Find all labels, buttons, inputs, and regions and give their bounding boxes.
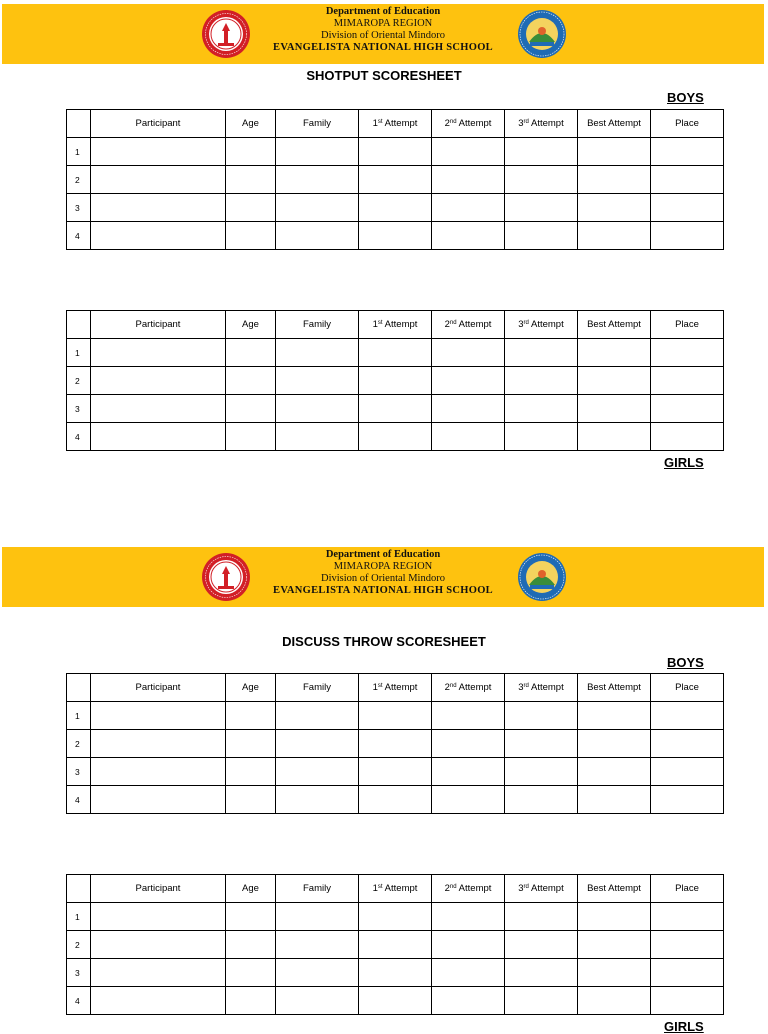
age-cell[interactable] bbox=[226, 367, 276, 395]
best-attempt-cell[interactable] bbox=[578, 339, 651, 367]
header-row bbox=[67, 110, 724, 138]
shotput-girls-table bbox=[66, 310, 724, 451]
age-cell[interactable] bbox=[226, 339, 276, 367]
age-cell[interactable] bbox=[226, 903, 276, 931]
column-header-1st-attempt: 1st Attempt bbox=[359, 875, 432, 903]
column-header-participant: Participant bbox=[91, 674, 226, 702]
header-row bbox=[67, 875, 724, 903]
header-line-school: EVANGELISTA NATIONAL HIGH SCHOOL bbox=[273, 585, 493, 596]
column-header-best-attempt: Best Attempt bbox=[578, 110, 651, 138]
column-header-number bbox=[67, 311, 91, 339]
participant-cell[interactable] bbox=[91, 395, 226, 423]
header-banner bbox=[2, 4, 764, 64]
participant-cell[interactable] bbox=[91, 786, 226, 814]
column-header-3rd-attempt: 3rd Attempt bbox=[505, 311, 578, 339]
family-cell[interactable] bbox=[276, 758, 359, 786]
best-attempt-cell[interactable] bbox=[578, 987, 651, 1015]
header-line-division: Division of Oriental Mindoro bbox=[321, 573, 445, 584]
attempt-2-cell[interactable] bbox=[432, 987, 505, 1015]
row-number: 3 bbox=[67, 194, 91, 222]
column-header-family: Family bbox=[276, 110, 359, 138]
best-attempt-cell[interactable] bbox=[578, 730, 651, 758]
attempt-3-cell[interactable] bbox=[505, 367, 578, 395]
column-header-age: Age bbox=[226, 674, 276, 702]
family-cell[interactable] bbox=[276, 931, 359, 959]
table-row bbox=[67, 758, 724, 786]
attempt-1-cell[interactable] bbox=[359, 730, 432, 758]
table-row bbox=[67, 702, 724, 730]
row-number: 4 bbox=[67, 222, 91, 250]
family-cell[interactable] bbox=[276, 395, 359, 423]
table-row bbox=[67, 786, 724, 814]
place-cell[interactable] bbox=[651, 903, 724, 931]
table-row bbox=[67, 903, 724, 931]
family-cell[interactable] bbox=[276, 987, 359, 1015]
participant-cell[interactable] bbox=[91, 959, 226, 987]
place-cell[interactable] bbox=[651, 222, 724, 250]
attempt-1-cell[interactable] bbox=[359, 987, 432, 1015]
row-number: 2 bbox=[67, 367, 91, 395]
attempt-1-cell[interactable] bbox=[359, 367, 432, 395]
attempt-2-cell[interactable] bbox=[432, 903, 505, 931]
family-cell[interactable] bbox=[276, 786, 359, 814]
header-row bbox=[67, 674, 724, 702]
attempt-1-cell[interactable] bbox=[359, 395, 432, 423]
header-line-department: Department of Education bbox=[325, 6, 441, 17]
participant-cell[interactable] bbox=[91, 339, 226, 367]
table-row bbox=[67, 423, 724, 451]
column-header-2nd-attempt: 2nd Attempt bbox=[432, 110, 505, 138]
shotput-girls-label: GIRLS bbox=[664, 455, 704, 470]
family-cell[interactable] bbox=[276, 222, 359, 250]
age-cell[interactable] bbox=[226, 702, 276, 730]
family-cell[interactable] bbox=[276, 730, 359, 758]
attempt-2-cell[interactable] bbox=[432, 367, 505, 395]
row-number: 1 bbox=[67, 138, 91, 166]
family-cell[interactable] bbox=[276, 959, 359, 987]
header-line-school: EVANGELISTA NATIONAL HIGH SCHOOL bbox=[273, 42, 493, 53]
participant-cell[interactable] bbox=[91, 758, 226, 786]
best-attempt-cell[interactable] bbox=[578, 931, 651, 959]
attempt-1-cell[interactable] bbox=[359, 786, 432, 814]
age-cell[interactable] bbox=[226, 166, 276, 194]
participant-cell[interactable] bbox=[91, 194, 226, 222]
best-attempt-cell[interactable] bbox=[578, 959, 651, 987]
place-cell[interactable] bbox=[651, 959, 724, 987]
table-row bbox=[67, 166, 724, 194]
shotput-boys-label: BOYS bbox=[667, 90, 704, 105]
table-row bbox=[67, 138, 724, 166]
table-row bbox=[67, 959, 724, 987]
best-attempt-cell[interactable] bbox=[578, 903, 651, 931]
column-header-1st-attempt: 1st Attempt bbox=[359, 674, 432, 702]
header-line-division: Division of Oriental Mindoro bbox=[321, 30, 445, 41]
attempt-3-cell[interactable] bbox=[505, 786, 578, 814]
family-cell[interactable] bbox=[276, 423, 359, 451]
attempt-2-cell[interactable] bbox=[432, 194, 505, 222]
table-row bbox=[67, 339, 724, 367]
attempt-2-cell[interactable] bbox=[432, 730, 505, 758]
participant-cell[interactable] bbox=[91, 702, 226, 730]
age-cell[interactable] bbox=[226, 138, 276, 166]
attempt-1-cell[interactable] bbox=[359, 423, 432, 451]
attempt-2-cell[interactable] bbox=[432, 339, 505, 367]
row-number: 4 bbox=[67, 786, 91, 814]
age-cell[interactable] bbox=[226, 786, 276, 814]
attempt-1-cell[interactable] bbox=[359, 903, 432, 931]
column-header-1st-attempt: 1st Attempt bbox=[359, 110, 432, 138]
row-number: 1 bbox=[67, 339, 91, 367]
place-cell[interactable] bbox=[651, 786, 724, 814]
column-header-place: Place bbox=[651, 110, 724, 138]
table-row bbox=[67, 730, 724, 758]
table-row bbox=[67, 367, 724, 395]
age-cell[interactable] bbox=[226, 730, 276, 758]
attempt-3-cell[interactable] bbox=[505, 395, 578, 423]
division-seal-icon bbox=[517, 552, 567, 602]
place-cell[interactable] bbox=[651, 138, 724, 166]
attempt-1-cell[interactable] bbox=[359, 138, 432, 166]
place-cell[interactable] bbox=[651, 423, 724, 451]
column-header-participant: Participant bbox=[91, 110, 226, 138]
attempt-3-cell[interactable] bbox=[505, 987, 578, 1015]
family-cell[interactable] bbox=[276, 903, 359, 931]
participant-cell[interactable] bbox=[91, 423, 226, 451]
row-number: 2 bbox=[67, 931, 91, 959]
row-number: 2 bbox=[67, 730, 91, 758]
participant-cell[interactable] bbox=[91, 138, 226, 166]
shotput-title: SHOTPUT SCORESHEET bbox=[306, 68, 462, 83]
column-header-place: Place bbox=[651, 674, 724, 702]
family-cell[interactable] bbox=[276, 138, 359, 166]
row-number: 4 bbox=[67, 423, 91, 451]
attempt-2-cell[interactable] bbox=[432, 786, 505, 814]
place-cell[interactable] bbox=[651, 931, 724, 959]
attempt-3-cell[interactable] bbox=[505, 138, 578, 166]
age-cell[interactable] bbox=[226, 423, 276, 451]
age-cell[interactable] bbox=[226, 758, 276, 786]
age-cell[interactable] bbox=[226, 395, 276, 423]
attempt-1-cell[interactable] bbox=[359, 166, 432, 194]
column-header-1st-attempt: 1st Attempt bbox=[359, 311, 432, 339]
discuss-girls-table bbox=[66, 874, 724, 1015]
table-row bbox=[67, 395, 724, 423]
attempt-1-cell[interactable] bbox=[359, 931, 432, 959]
participant-cell[interactable] bbox=[91, 367, 226, 395]
place-cell[interactable] bbox=[651, 367, 724, 395]
attempt-2-cell[interactable] bbox=[432, 959, 505, 987]
attempt-3-cell[interactable] bbox=[505, 959, 578, 987]
column-header-best-attempt: Best Attempt bbox=[578, 875, 651, 903]
column-header-participant: Participant bbox=[91, 875, 226, 903]
column-header-place: Place bbox=[651, 311, 724, 339]
best-attempt-cell[interactable] bbox=[578, 367, 651, 395]
column-header-number bbox=[67, 674, 91, 702]
family-cell[interactable] bbox=[276, 194, 359, 222]
attempt-3-cell[interactable] bbox=[505, 758, 578, 786]
age-cell[interactable] bbox=[226, 959, 276, 987]
discuss-boys-label: BOYS bbox=[667, 655, 704, 670]
place-cell[interactable] bbox=[651, 730, 724, 758]
table-row bbox=[67, 194, 724, 222]
column-header-age: Age bbox=[226, 875, 276, 903]
attempt-2-cell[interactable] bbox=[432, 166, 505, 194]
row-number: 3 bbox=[67, 959, 91, 987]
family-cell[interactable] bbox=[276, 339, 359, 367]
place-cell[interactable] bbox=[651, 339, 724, 367]
place-cell[interactable] bbox=[651, 758, 724, 786]
attempt-1-cell[interactable] bbox=[359, 758, 432, 786]
column-header-3rd-attempt: 3rd Attempt bbox=[505, 875, 578, 903]
best-attempt-cell[interactable] bbox=[578, 702, 651, 730]
column-header-participant: Participant bbox=[91, 311, 226, 339]
place-cell[interactable] bbox=[651, 702, 724, 730]
place-cell[interactable] bbox=[651, 987, 724, 1015]
attempt-3-cell[interactable] bbox=[505, 423, 578, 451]
discuss-throw-title: DISCUSS THROW SCORESHEET bbox=[282, 634, 486, 649]
best-attempt-cell[interactable] bbox=[578, 194, 651, 222]
attempt-1-cell[interactable] bbox=[359, 339, 432, 367]
attempt-3-cell[interactable] bbox=[505, 903, 578, 931]
row-number: 3 bbox=[67, 758, 91, 786]
age-cell[interactable] bbox=[226, 987, 276, 1015]
column-header-number bbox=[67, 875, 91, 903]
best-attempt-cell[interactable] bbox=[578, 395, 651, 423]
participant-cell[interactable] bbox=[91, 222, 226, 250]
attempt-1-cell[interactable] bbox=[359, 702, 432, 730]
attempt-3-cell[interactable] bbox=[505, 194, 578, 222]
division-seal-icon bbox=[517, 9, 567, 59]
attempt-3-cell[interactable] bbox=[505, 931, 578, 959]
table-row bbox=[67, 987, 724, 1015]
column-header-number bbox=[67, 110, 91, 138]
column-header-best-attempt: Best Attempt bbox=[578, 311, 651, 339]
best-attempt-cell[interactable] bbox=[578, 222, 651, 250]
attempt-3-cell[interactable] bbox=[505, 166, 578, 194]
table-row bbox=[67, 222, 724, 250]
header-line-region: MIMAROPA REGION bbox=[333, 18, 433, 29]
best-attempt-cell[interactable] bbox=[578, 786, 651, 814]
row-number: 2 bbox=[67, 166, 91, 194]
best-attempt-cell[interactable] bbox=[578, 166, 651, 194]
column-header-2nd-attempt: 2nd Attempt bbox=[432, 311, 505, 339]
column-header-2nd-attempt: 2nd Attempt bbox=[432, 875, 505, 903]
column-header-family: Family bbox=[276, 311, 359, 339]
header-banner bbox=[2, 547, 764, 607]
age-cell[interactable] bbox=[226, 222, 276, 250]
age-cell[interactable] bbox=[226, 194, 276, 222]
header-line-region: MIMAROPA REGION bbox=[333, 561, 433, 572]
best-attempt-cell[interactable] bbox=[578, 423, 651, 451]
attempt-2-cell[interactable] bbox=[432, 395, 505, 423]
best-attempt-cell[interactable] bbox=[578, 758, 651, 786]
column-header-age: Age bbox=[226, 110, 276, 138]
column-header-age: Age bbox=[226, 311, 276, 339]
attempt-2-cell[interactable] bbox=[432, 138, 505, 166]
attempt-3-cell[interactable] bbox=[505, 730, 578, 758]
attempt-3-cell[interactable] bbox=[505, 702, 578, 730]
row-number: 1 bbox=[67, 702, 91, 730]
attempt-1-cell[interactable] bbox=[359, 222, 432, 250]
column-header-family: Family bbox=[276, 875, 359, 903]
row-number: 4 bbox=[67, 987, 91, 1015]
column-header-2nd-attempt: 2nd Attempt bbox=[432, 674, 505, 702]
attempt-1-cell[interactable] bbox=[359, 959, 432, 987]
header-line-department: Department of Education bbox=[325, 549, 441, 560]
row-number: 3 bbox=[67, 395, 91, 423]
column-header-3rd-attempt: 3rd Attempt bbox=[505, 674, 578, 702]
place-cell[interactable] bbox=[651, 395, 724, 423]
table-row bbox=[67, 931, 724, 959]
attempt-2-cell[interactable] bbox=[432, 423, 505, 451]
family-cell[interactable] bbox=[276, 367, 359, 395]
place-cell[interactable] bbox=[651, 194, 724, 222]
family-cell[interactable] bbox=[276, 702, 359, 730]
discuss-boys-table bbox=[66, 673, 724, 814]
age-cell[interactable] bbox=[226, 931, 276, 959]
attempt-3-cell[interactable] bbox=[505, 222, 578, 250]
place-cell[interactable] bbox=[651, 166, 724, 194]
column-header-family: Family bbox=[276, 674, 359, 702]
attempt-2-cell[interactable] bbox=[432, 758, 505, 786]
participant-cell[interactable] bbox=[91, 166, 226, 194]
family-cell[interactable] bbox=[276, 166, 359, 194]
discuss-girls-label: GIRLS bbox=[664, 1019, 704, 1034]
header-row bbox=[67, 311, 724, 339]
participant-cell[interactable] bbox=[91, 730, 226, 758]
column-header-place: Place bbox=[651, 875, 724, 903]
participant-cell[interactable] bbox=[91, 931, 226, 959]
attempt-3-cell[interactable] bbox=[505, 339, 578, 367]
column-header-best-attempt: Best Attempt bbox=[578, 674, 651, 702]
attempt-2-cell[interactable] bbox=[432, 222, 505, 250]
attempt-1-cell[interactable] bbox=[359, 194, 432, 222]
column-header-3rd-attempt: 3rd Attempt bbox=[505, 110, 578, 138]
attempt-2-cell[interactable] bbox=[432, 702, 505, 730]
participant-cell[interactable] bbox=[91, 987, 226, 1015]
row-number: 1 bbox=[67, 903, 91, 931]
attempt-2-cell[interactable] bbox=[432, 931, 505, 959]
shotput-boys-table bbox=[66, 109, 724, 250]
best-attempt-cell[interactable] bbox=[578, 138, 651, 166]
participant-cell[interactable] bbox=[91, 903, 226, 931]
